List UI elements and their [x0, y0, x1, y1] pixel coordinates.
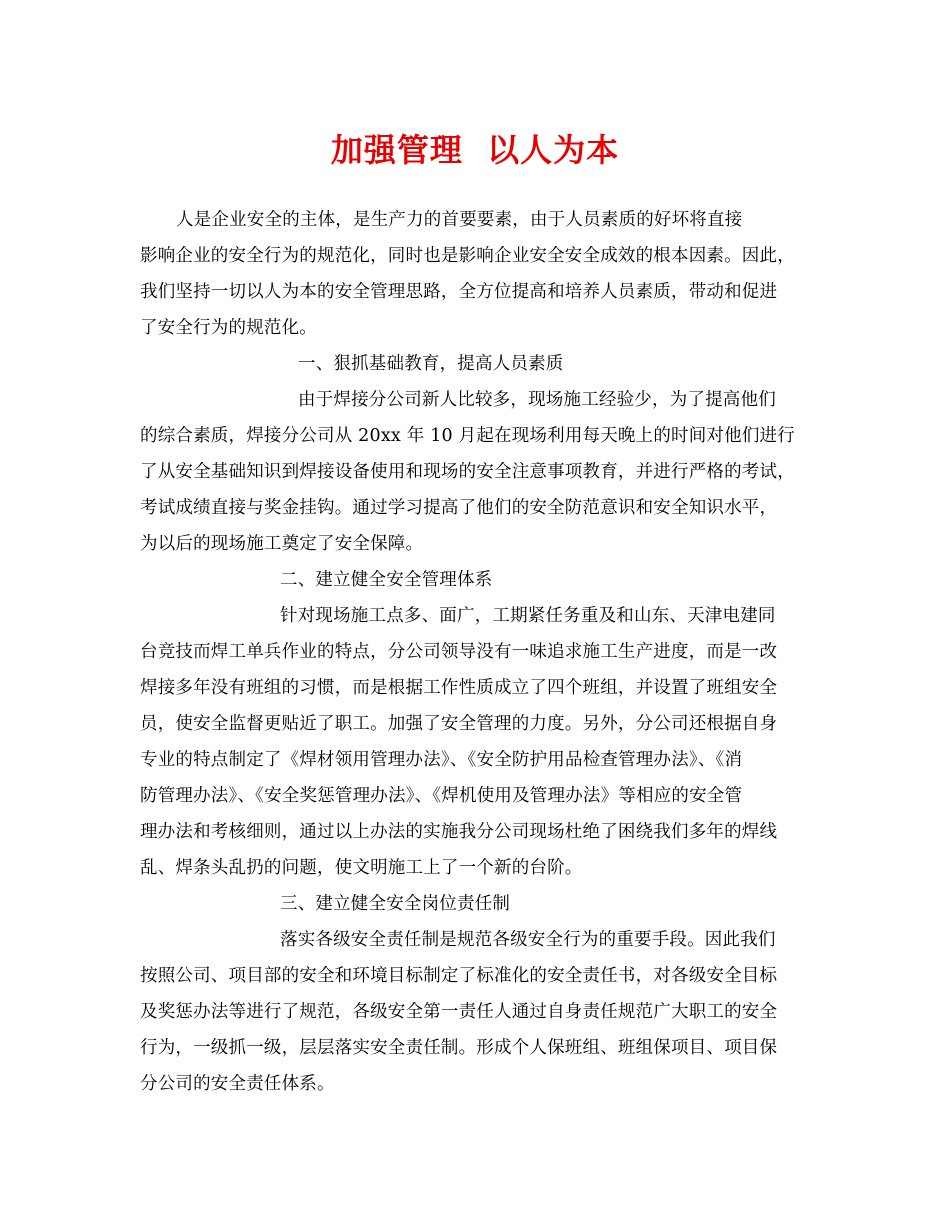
section-heading: 三、建立健全安全岗位责任制 [280, 894, 511, 914]
paragraph-line: 台竞技而焊工单兵作业的特点，分公司领导没有一味追求施工生产进度，而是一改 [140, 642, 778, 662]
paragraph-line: 员，使安全监督更贴近了职工。加强了安全管理的力度。另外，分公司还根据自身 [140, 714, 778, 734]
paragraph-line: 针对现场施工点多、面广，工期紧任务重及和山东、天津电建同 [280, 606, 776, 626]
section-heading: 二、建立健全安全管理体系 [280, 570, 493, 590]
paragraph-line: 的综合素质，焊接分公司从 20xx 年 10 月起在现场利用每天晚上的时间对他们进行 [140, 426, 795, 446]
paragraph-line: 分公司的安全责任体系。 [140, 1074, 335, 1094]
paragraph-line: 了从安全基础知识到焊接设备使用和现场的安全注意事项教育，并进行严格的考试， [140, 462, 795, 482]
paragraph-line: 为以后的现场施工奠定了安全保障。 [140, 534, 424, 554]
paragraph-line: 按照公司、项目部的安全和环境目标制定了标准化的安全责任书，对各级安全目标 [140, 966, 778, 986]
paragraph-line: 防管理办法》、《安全奖惩管理办法》、《焊机使用及管理办法》等相应的安全管 [140, 786, 743, 806]
document-title: 加强管理 以人为本 [330, 131, 620, 169]
paragraph-line: 专业的特点制定了《焊材领用管理办法》、《安全防护用品检查管理办法》、《消 [140, 750, 743, 770]
intro-line: 了安全行为的规范化。 [140, 318, 317, 338]
paragraph-line: 理办法和考核细则，通过以上办法的实施我分公司现场杜绝了困绕我们多年的焊线 [140, 822, 778, 842]
paragraph-line: 行为，一级抓一级，层层落实安全责任制。形成个人保班组、班组保项目、项目保 [140, 1038, 778, 1058]
section-heading: 一、狠抓基础教育，提高人员素质 [298, 354, 564, 374]
paragraph-line: 考试成绩直接与奖金挂钩。通过学习提高了他们的安全防范意识和安全知识水平， [140, 498, 778, 518]
paragraph-line: 由于焊接分公司新人比较多，现场施工经验少，为了提高他们 [298, 390, 776, 410]
intro-line: 人是企业安全的主体，是生产力的首要要素，由于人员素质的好坏将直接 [176, 210, 743, 230]
paragraph-line: 及奖惩办法等进行了规范，各级安全第一责任人通过自身责任规范广大职工的安全 [140, 1002, 778, 1022]
paragraph-line: 焊接多年没有班组的习惯，而是根据工作性质成立了四个班组，并设置了班组安全 [140, 678, 778, 698]
paragraph-line: 落实各级安全责任制是规范各级安全行为的重要手段。因此我们 [280, 930, 776, 950]
paragraph-line: 乱、焊条头乱扔的问题，使文明施工上了一个新的台阶。 [140, 858, 583, 878]
intro-line: 我们坚持一切以人为本的安全管理思路，全方位提高和培养人员素质，带动和促进 [140, 282, 778, 302]
intro-line: 影响企业的安全行为的规范化，同时也是影响企业安全安全成效的根本因素。因此， [140, 246, 795, 266]
